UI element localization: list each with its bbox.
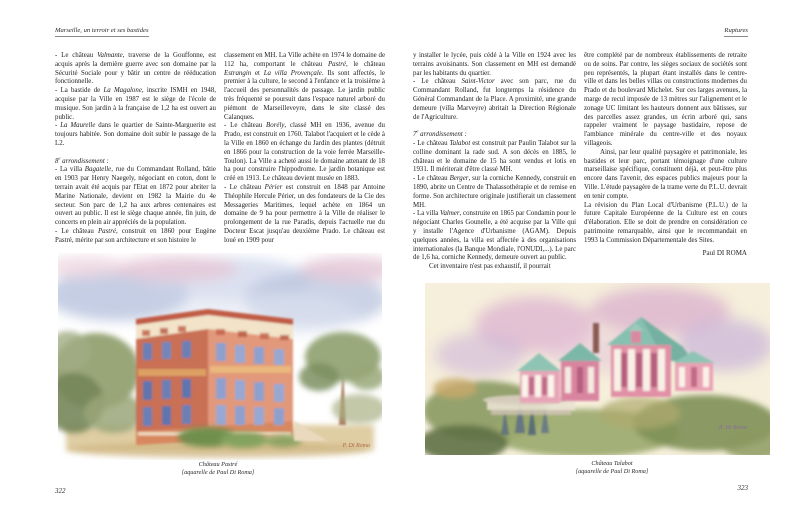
paragraph: - Le château Borély, classé MH en 1936, avenue du Prado, est construit en 1760. Talabot l'acquiert et le cède à la Ville en 1860 en échange du Jardin des plantes (détruit en 1866 pour la construction de la voie ferrée Marseille-Toulon). La Ville a acheté aussi le domaine attenant de 18 ha pour construire l'hippodrome. Le jardin botanique est créé en 1913. Le château devient musée en 1883. <box>224 122 385 183</box>
right-page-column-2 <box>584 52 747 272</box>
artist-signature-left: P. Di Roma <box>342 443 370 449</box>
caption-talabot <box>512 460 712 475</box>
running-header-right-text: Ruptures <box>724 27 748 37</box>
paragraph: y installer le lycée, puis cédé à la Ville en 1924 avec les terrains avoisinants. Son classement en MH est demandé par les habitants du quartier. <box>413 52 576 77</box>
running-header-left <box>55 27 149 34</box>
paragraph: - La bastide de La Magalone, inscrite ISMH en 1948, acquise par la Ville en 1987 est le siège de l'école de musique. Son jardin à la française de 1,2 ha est ouvert au public. <box>55 87 216 121</box>
running-header-right <box>724 27 748 34</box>
chateau-talabot-watercolor <box>425 283 770 455</box>
paragraph: Ainsi, par leur qualité paysagère et patrimoniale, les bastides et leur parc, portant témoignage d'une culture marseillaise spécifique, constituent déjà, et peut-être plus encore dans l'avenir, des espaces publics majeurs pour la Ville. L'étude paysagère de la trame verte du P.L.U. devrait en tenir compte. <box>584 148 747 200</box>
left-page-column-1 <box>55 52 216 246</box>
caption-talabot-title: Château Talabot <box>591 460 633 467</box>
caption-pastre-credit: [aquarelle de Paul Di Roma] <box>181 468 255 476</box>
right-page-column-1 <box>413 52 576 272</box>
page-number-323: 323 <box>737 484 748 492</box>
left-page-column-2 <box>224 52 385 246</box>
windows-left-face <box>143 341 191 426</box>
paragraph: - La villa Valmer, construite en 1865 par Condamin pour le négociant Charles Gounelle, a été acquise par la Ville qui y installe l'Agence d'Urbanisme (AGAM). Depuis quelques années, la villa est affectée à des organisations internationales (la Banque Mondiale, l'ONUDI,...). Le parc de 1,6 ha, corniche Kennedy, demeure ouvert au public. <box>413 210 576 262</box>
paragraph: - Le château Berger, sur la corniche Kennedy, construit en 1890, abrite un Centre de Thalassothérapie et de remise en forme. Son architecture originale justifierait un classement MH. <box>413 175 576 209</box>
section-heading-7e-arrondissement: 7e arrondissement : <box>413 128 467 139</box>
caption-pastre <box>118 461 318 476</box>
caption-pastre-title: Château Pastré <box>198 461 238 468</box>
paragraph: La révision du Plan Local d'Urbanisme (P.L.U.) de la future Capitale Européenne de la Culture est en cours d'élaboration. Elle se doit de prendre en considération ce patrimoine remarquable, ainsi que le recommandait en 1993 la Commission Départementale des Sites. <box>584 201 747 244</box>
paragraph: être complété par de nombreux établissements de retraite ou de soins. Par contre, les sièges sociaux de sociétés sont peu représentés, la plupart étant installés dans le centre-ville et dans les belles villas ou constructions modernes du Prado et du boulevard Michelet. Sur ces larges avenues, la marge de recul imposée de 13 mètres sur l'alignement et le zonage UC limitant les hauteurs donnent aux bâtisses, sur des parcelles assez grandes, un écrin arboré qui, sans rappeler vraiment le paysage bastidaire, repose de l'ambiance minérale du centre-ville et des noyaux villageois. <box>584 52 747 147</box>
paragraph: - Le château Pastré, construit en 1860 pour Eugène Pastré, mérite par son architecture et son histoire le <box>55 227 216 244</box>
section-heading-8e-arrondissement: 8e arrondissement : <box>55 155 109 165</box>
page-number-322: 322 <box>55 487 66 495</box>
caption-talabot-credit: [aquarelle de Paul Di Roma] <box>575 467 649 475</box>
paragraph: - Le château Saint-Victor avec son parc, rue du Commandant Rolland, fut longtemps la résidence du Général Commandant de la Place. A proximité, une grande demeure (villa Marveyre) abritait la Direction Régionale de l'Agriculture. <box>413 78 576 121</box>
author-signature: Paul DI ROMA <box>702 248 747 257</box>
pastre-aquarelle-svg <box>58 253 382 460</box>
page-323 <box>400 0 800 530</box>
paragraph: - Le château Talabot est construit par Paulin Talabot sur la colline dominant la rade sud. A son décès en 1885, le château et le domaine de 15 ha sont vendus et lotis en 1931. Il mériterait d'être classé MH. <box>413 139 576 174</box>
paragraph: - La Maurelle dans le quartier de Sainte-Marguerite est toujours habitée. Son domaine doit subir le passage de la L2. <box>55 122 216 147</box>
pastre-building <box>136 309 293 445</box>
paragraph: - Le château Périer est construit en 1848 par Antoine Théophile Hercule Périer, un des fondateurs de la Cie des Messageries Maritimes, lequel achète en 1864 un domaine de 9 ha pour permettre à la Ville de réaliser le prolongement de la rue Paradis, depuis l'actuelle rue du Docteur Escat jusqu'au deuxième Prado. Le château est loué en 1909 pour <box>224 183 385 244</box>
talabot-aquarelle-svg <box>425 283 770 455</box>
chateau-pastre-watercolor <box>58 253 382 460</box>
left-trees <box>58 331 144 433</box>
paragraph: - La villa Bagatelle, rue du Commandant Rolland, bâtie en 1903 par Henry Naegely, négociant en coton, dont le terrain avait été acquis par l'Etat en 1872 pour abriter la Marine Nationale, devient en 1982 la Mairie du 4e secteur. Son parc de 1,2 ha aux arbres centenaires est ouvert au public. Il est le siège chaque année, fin juin, de concerts en plein air appréciés de la population. <box>55 166 216 227</box>
paragraph: Cet inventaire n'est pas exhaustif, il pourrait <box>429 263 551 271</box>
running-header-left-text: Marseille, un terroir et ses bastides <box>55 27 149 37</box>
right-tree <box>299 332 382 425</box>
right-page-text-columns <box>413 52 748 272</box>
paragraph: classement en MH. La Ville achète en 1974 le domaine de 112 ha, comportant le château Pastré, le château Estrangin et La villa Provençale. Ils sont affectés, le premier à la culture, le second à l'enfance et la troisième à l'accueil des personnalités de passage. Le jardin public très fréquenté se poursuit dans l'espace naturel arboré du piémont de Marseilleveyre, dans le site classé des Calanques. <box>224 52 386 121</box>
artist-signature-right: R. Di Roma <box>718 425 747 431</box>
left-page-text-columns <box>55 52 385 246</box>
paragraph: - Le château Valmante, traverse de la Gouffonne, est acquis après la dernière guerre avec son domaine par la Sécurité Sociale pour y bâtir un centre de rééducation fonctionnelle. <box>55 52 216 86</box>
